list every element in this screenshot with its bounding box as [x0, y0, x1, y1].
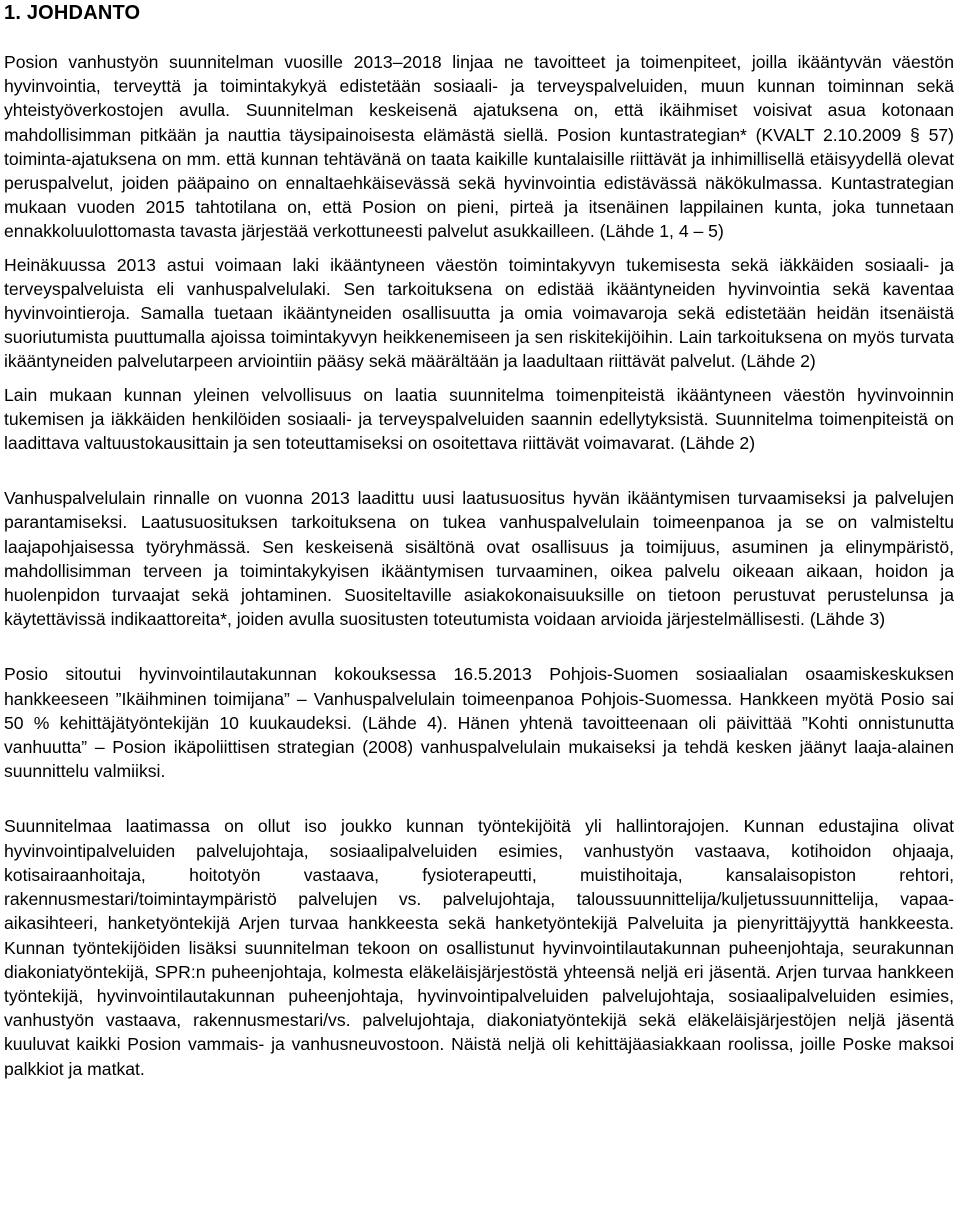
- paragraph-municipal-obligation: Lain mukaan kunnan yleinen velvollisuus on laatia suunnitelma toimenpiteistä ikääntyneen väestön hyvinvoinnin tukemisen ja iäkkäiden henkilöiden sosiaali- ja terveyspalveluiden saannin edellytyksistä. Suunnitelma toimenpiteistä on laadittava valtuustokausittain ja sen toteuttamiseksi on osoitettava riittävät voimavarat. (Lähde 2): [4, 384, 954, 454]
- paragraph-plan-authors: Suunnitelmaa laatimassa on ollut iso joukko kunnan työntekijöitä yli hallintorajojen. Kunnan edustajina olivat hyvinvointipalveluiden palvelujohtaja, sosiaalipalveluiden esimies, vanhustyön vastaava, kotihoidon ohjaaja, kotisairaanhoitaja, hoitotyön vastaava, fysioterapeutti, muistihoitaja, kansalaisopiston rehtori, rakennusmestari/toimintaympäristö palvelujen vs. palvelujohtaja, taloussuunnittelija/kuljetussuunnittelija, vapaa-aikasihteeri, hanketyöntekijä Arjen turvaa hankkeesta sekä hanketyöntekijä Palveluita ja pienyrittäjyyttä hankkeesta. Kunnan työntekijöiden lisäksi suunnitelman tekoon on osallistunut hyvinvointilautakunnan puheenjohtaja, seurakunnan diakoniatyöntekijä, SPR:n puheenjohtaja, kolmesta eläkeläisjärjestöstä yhteensä neljä eri jäsentä. Arjen turvaa hankkeen työntekijä, hyvinvointilautakunnan puheenjohtaja, hyvinvointipalveluiden palvelujohtaja, sosiaalipalveluiden esimies, vanhustyön vastaava, rakennusmestari/vs. palvelujohtaja, diakoniatyöntekijä sekä eläkeläisjärjestöjen neljä jäsentä kuuluvat kaikki Posion vammais- ja vanhusneuvostoon. Näistä neljä oli kehittäjäasiakkaan roolissa, joille Poske maksoi palkkiot ja matkat.: [4, 816, 954, 1079]
- paragraph-project-commitment: Posio sitoutui hyvinvointilautakunnan kokouksessa 16.5.2013 Pohjois-Suomen sosiaalialan osaamiskeskuksen hankkeeseen ”Ikäihminen toimijana” – Vanhuspalvelulain toimeenpanoa Pohjois-Suomessa. Hankkeen myötä Posio sai 50 % kehittäjätyöntekijän 10 kuukaudeksi. (Lähde 4). Hänen yhtenä tavoitteenaan oli päivittää ”Kohti onnistunutta vanhuutta” – Posion ikäpoliittisen strategian (2008) vanhuspalvelulain mukaiseksi ja tehdä kesken jäänyt laaja-alainen suunnittelu valmiiksi.: [4, 664, 954, 782]
- paragraph-elderly-services-act: Heinäkuussa 2013 astui voimaan laki ikääntyneen väestön toimintakyvyn tukemisesta sekä iäkkäiden sosiaali- ja terveyspalveluista eli vanhuspalvelulaki. Sen tarkoituksena on edistää ikääntyneiden hyvinvointia sekä kaventaa hyvinvointieroja. Samalla tuetaan ikääntyneiden osallisuutta ja omia voimavaroja sekä edistetään heidän itsenäistä suoriutumista puuttumalla ajoissa toimintakyvyn heikkenemiseen ja sen riskitekijöihin. Lain tarkoituksena on myös turvata ikääntyneiden palvelutarpeen arviointiin pääsy sekä määrältään ja laadultaan riittävät palvelut. (Lähde 2): [4, 254, 954, 372]
- section-heading: 1. JOHDANTO: [4, 2, 141, 24]
- paragraph-introduction: Posion vanhustyön suunnitelman vuosille 2013–2018 linjaa ne tavoitteet ja toimenpiteet, joilla ikääntyvän väestön hyvinvointia, terveyttä ja toimintakykyä edistetään sosiaali- ja terveyspalveluiden, muun kunnan toiminnan sekä yhteistyöverkostojen avulla. Suunnitelman keskeisenä ajatuksena on, että ikäihmiset voisivat asua kotonaan mahdollisimman pitkään ja nauttia täysipainoisesta elämästä siellä. Posion kuntastrategian* (KVALT 2.10.2009 § 57) toiminta-ajatuksena on mm. että kunnan tehtävänä on taata kaikille kuntalaisille riittävät ja inhimillisellä etäisyydellä olevat peruspalvelut, joiden pääpaino on ennaltaehkäisevässä sekä hyvinvointia edistävässä näkökulmassa. Kuntastrategian mukaan vuoden 2015 tahtotilana on, että Posion on pieni, pirteä ja itsenäinen lappilainen kunta, joka tunnetaan ennakkoluulottomasta tavasta järjestää verkottuneesti palvelut asukkailleen. (Lähde 1, 4 – 5): [4, 52, 954, 242]
- paragraph-quality-recommendation: Vanhuspalvelulain rinnalle on vuonna 2013 laadittu uusi laatusuositus hyvän ikääntymisen turvaamiseksi ja palvelujen parantamiseksi. Laatusuosituksen tarkoituksena on tukea vanhuspalvelulain toimeenpanoa ja se on valmisteltu laajapohjaisessa työryhmässä. Sen keskeisenä sisältönä ovat osallisuus ja toimijuus, asuminen ja elinympäristö, mahdollisimman terveen ja toimintakykyisen ikääntymisen turvaaminen, oikea palvelu oikeaan aikaan, hoidon ja huolenpidon turvaajat sekä johtaminen. Suositeltaville asiakokonaisuuksille on tietoon perustuvat perustelunsa ja käytettävissä indikaattoreita*, joiden avulla suositusten toteutumista voidaan arvioida järjestelmällisesti. (Lähde 3): [4, 488, 954, 630]
- document-page: [4, 0, 954, 1081]
